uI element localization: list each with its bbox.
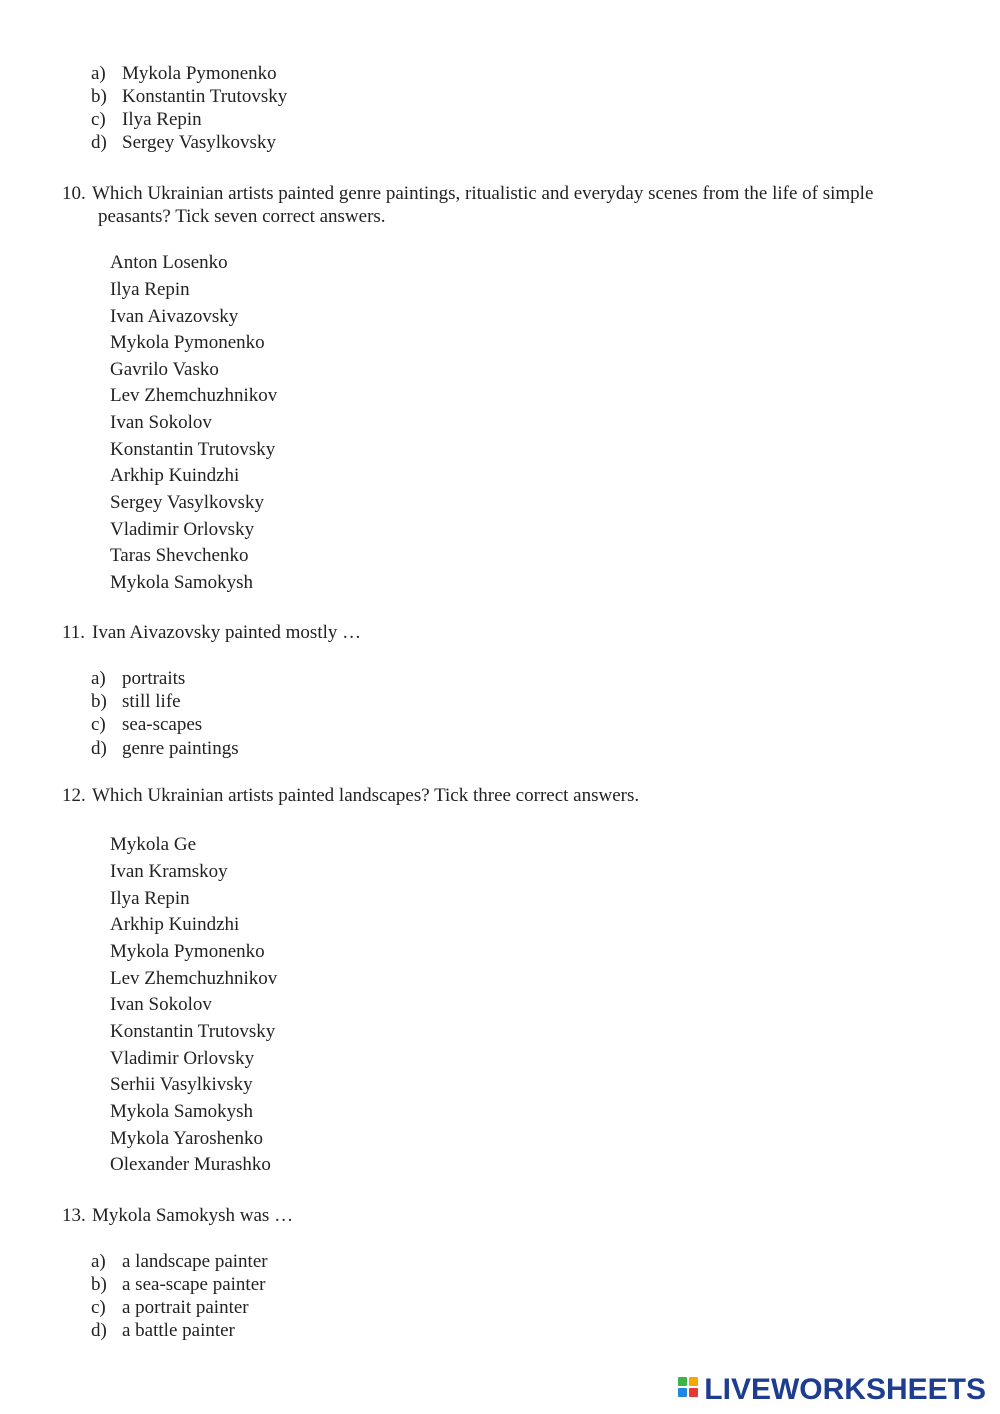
answer-name: Lev Zhemchuzhnikov	[110, 385, 278, 406]
answer-item[interactable]	[0, 940, 1000, 964]
answer-item[interactable]	[0, 967, 1000, 991]
answer-name: Arkhip Kuindzhi	[110, 465, 240, 486]
answer-item[interactable]	[0, 833, 1000, 857]
answer-name: Ivan Sokolov	[110, 994, 212, 1015]
liveworksheets-logo-icon	[678, 1377, 700, 1403]
option-row[interactable]	[0, 1296, 1000, 1320]
answer-item[interactable]	[0, 913, 1000, 937]
answer-name: Ilya Repin	[110, 279, 190, 300]
question-number: 11.	[62, 622, 86, 643]
option-row[interactable]	[0, 713, 1000, 737]
answer-name: Vladimir Orlovsky	[110, 1048, 255, 1069]
answer-name: Sergey Vasylkovsky	[110, 492, 264, 513]
option-letter: d)	[91, 1320, 107, 1341]
answer-name: Anton Losenko	[110, 252, 228, 273]
answer-item[interactable]	[0, 331, 1000, 355]
answer-name: Mykola Yaroshenko	[110, 1128, 264, 1149]
answer-item[interactable]	[0, 1020, 1000, 1044]
option-text: Mykola Pymonenko	[122, 63, 277, 84]
option-letter: d)	[91, 738, 107, 759]
option-text: a landscape painter	[122, 1251, 268, 1272]
answer-item[interactable]	[0, 1127, 1000, 1151]
answer-item[interactable]	[0, 358, 1000, 382]
option-row[interactable]	[0, 690, 1000, 714]
option-letter: c)	[91, 1297, 106, 1318]
answer-name: Gavrilo Vasko	[110, 359, 219, 380]
question-text: Which Ukrainian artists painted genre paintings, ritualistic and everyday scenes from the life of simple	[92, 183, 874, 204]
answer-item[interactable]	[0, 411, 1000, 435]
option-row[interactable]	[0, 108, 1000, 132]
question-heading	[0, 621, 1000, 645]
question-text: Which Ukrainian artists painted landscapes? Tick three correct answers.	[92, 785, 640, 806]
option-text: Ilya Repin	[122, 109, 202, 130]
answer-item[interactable]	[0, 464, 1000, 488]
option-letter: c)	[91, 714, 106, 735]
answer-item[interactable]	[0, 305, 1000, 329]
option-letter: a)	[91, 668, 106, 689]
option-text: genre paintings	[122, 738, 239, 759]
question-number: 10.	[62, 183, 86, 204]
question-heading	[0, 182, 1000, 206]
answer-name: Serhii Vasylkivsky	[110, 1074, 253, 1095]
option-text: a sea-scape painter	[122, 1274, 266, 1295]
option-letter: b)	[91, 691, 107, 712]
option-letter: b)	[91, 86, 107, 107]
option-row[interactable]	[0, 131, 1000, 155]
option-text: a battle painter	[122, 1320, 235, 1341]
question-heading-cont	[0, 205, 1000, 229]
answer-item[interactable]	[0, 1153, 1000, 1177]
question-heading	[0, 784, 1000, 808]
answer-item[interactable]	[0, 384, 1000, 408]
option-text: Sergey Vasylkovsky	[122, 132, 276, 153]
option-text: Konstantin Trutovsky	[122, 86, 288, 107]
answer-item[interactable]	[0, 860, 1000, 884]
liveworksheets-logo	[678, 1372, 986, 1408]
answer-name: Mykola Pymonenko	[110, 941, 265, 962]
answer-name: Ivan Sokolov	[110, 412, 212, 433]
option-letter: c)	[91, 109, 106, 130]
option-text: portraits	[122, 668, 186, 689]
option-row[interactable]	[0, 62, 1000, 86]
answer-name: Olexander Murashko	[110, 1154, 271, 1175]
answer-name: Ivan Aivazovsky	[110, 306, 239, 327]
option-row[interactable]	[0, 85, 1000, 109]
option-text: a portrait painter	[122, 1297, 249, 1318]
option-text: still life	[122, 691, 181, 712]
question-number: 12.	[62, 785, 86, 806]
answer-name: Ivan Kramskoy	[110, 861, 228, 882]
answer-name: Konstantin Trutovsky	[110, 439, 276, 460]
answer-item[interactable]	[0, 1047, 1000, 1071]
option-row[interactable]	[0, 737, 1000, 761]
answer-item[interactable]	[0, 491, 1000, 515]
answer-name: Mykola Samokysh	[110, 572, 254, 593]
question-text-cont: peasants? Tick seven correct answers.	[98, 206, 386, 227]
answer-name: Mykola Pymonenko	[110, 332, 265, 353]
option-row[interactable]	[0, 1319, 1000, 1343]
answer-item[interactable]	[0, 993, 1000, 1017]
option-text: sea-scapes	[122, 714, 203, 735]
question-text: Ivan Aivazovsky painted mostly …	[92, 622, 362, 643]
answer-item[interactable]	[0, 1073, 1000, 1097]
answer-item[interactable]	[0, 887, 1000, 911]
question-text: Mykola Samokysh was …	[92, 1205, 294, 1226]
option-letter: d)	[91, 132, 107, 153]
answer-name: Mykola Ge	[110, 834, 197, 855]
question-number: 13.	[62, 1205, 86, 1226]
answer-item[interactable]	[0, 251, 1000, 275]
answer-item[interactable]	[0, 544, 1000, 568]
liveworksheets-logo-text: LIVEWORKSHEETS	[704, 1373, 986, 1406]
answer-item[interactable]	[0, 438, 1000, 462]
option-letter: b)	[91, 1274, 107, 1295]
answer-item[interactable]	[0, 518, 1000, 542]
question-heading	[0, 1204, 1000, 1228]
answer-name: Ilya Repin	[110, 888, 190, 909]
answer-name: Vladimir Orlovsky	[110, 519, 255, 540]
answer-name: Arkhip Kuindzhi	[110, 914, 240, 935]
answer-item[interactable]	[0, 278, 1000, 302]
answer-name: Mykola Samokysh	[110, 1101, 254, 1122]
option-row[interactable]	[0, 1273, 1000, 1297]
option-letter: a)	[91, 1251, 106, 1272]
option-row[interactable]	[0, 667, 1000, 691]
option-row[interactable]	[0, 1250, 1000, 1274]
option-letter: a)	[91, 63, 106, 84]
answer-name: Lev Zhemchuzhnikov	[110, 968, 278, 989]
answer-item[interactable]	[0, 1100, 1000, 1124]
answer-name: Konstantin Trutovsky	[110, 1021, 276, 1042]
answer-name: Taras Shevchenko	[110, 545, 249, 566]
answer-item[interactable]	[0, 571, 1000, 595]
